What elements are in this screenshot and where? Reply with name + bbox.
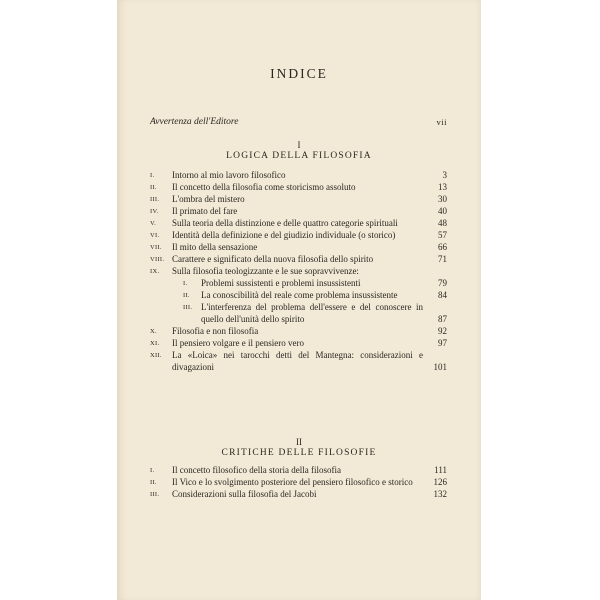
entry-page: 66 (438, 242, 447, 252)
toc-entry (117, 241, 481, 253)
toc-entry (117, 464, 481, 476)
entry-page: 13 (438, 182, 447, 192)
entry-number: III. (183, 304, 193, 311)
entry-title: Intorno al mio lavoro filosofico (172, 170, 286, 180)
entry-number: III. (150, 196, 160, 203)
toc-entry (117, 337, 481, 349)
entry-page: 71 (438, 254, 447, 264)
entry-page: 87 (438, 314, 447, 324)
entry-page: 48 (438, 218, 447, 228)
entry-page: 111 (434, 465, 447, 475)
entry-number: VI. (150, 232, 160, 239)
avvertenza-page: vii (436, 117, 447, 127)
section-title: CRITICHE DELLE FILOSOFIE (221, 448, 377, 458)
entry-number: II. (150, 184, 157, 191)
entry-number: XI. (150, 340, 160, 347)
entry-number: II. (150, 479, 157, 486)
entry-title: Sulla filosofia teologizzante e le sue sopravvivenze: (172, 266, 359, 276)
entry-number: VIII. (150, 256, 165, 263)
entry-page: 126 (433, 477, 447, 487)
entry-title: Il pensiero volgare e il pensiero vero (172, 338, 304, 348)
toc-entry (117, 193, 481, 205)
entry-number: III. (150, 491, 160, 498)
toc-entry (117, 488, 481, 500)
entry-title: L'interferenza del problema dell'essere e del conoscere in quello dell'unità dello spirito (201, 302, 423, 324)
entry-number: VII. (150, 244, 162, 251)
entry-number: IV. (150, 208, 159, 215)
toc-entry (117, 265, 481, 277)
toc-entry (117, 349, 481, 373)
entry-title: Il primato del fare (172, 206, 238, 216)
entry-page: 92 (438, 326, 447, 336)
entry-title: L'ombra del mistero (172, 194, 245, 204)
entry-title: La conoscibilità del reale come problema insussistente (201, 290, 398, 300)
toc-subentry (117, 301, 481, 325)
entry-title: Problemi sussistenti e problemi insussistenti (201, 278, 361, 288)
section-numeral: II (296, 437, 302, 447)
entry-page: 101 (433, 362, 447, 372)
avvertenza-label: Avvertenza dell'Editore (150, 117, 239, 127)
book-page (117, 0, 481, 600)
entry-number: X. (150, 328, 157, 335)
entry-page: 84 (438, 290, 447, 300)
entry-title: Il mito della sensazione (172, 242, 258, 252)
toc-entry (117, 476, 481, 488)
entry-title: Carattere e significato della nuova filosofia dello spirito (172, 254, 374, 264)
entry-page: 3 (442, 170, 447, 180)
entry-title: Il Vico e lo svolgimento posteriore del pensiero filosofico e storico (172, 477, 413, 487)
toc-entry (117, 229, 481, 241)
entry-page: 40 (438, 206, 447, 216)
entry-title: Il concetto della filosofia come storicismo assoluto (172, 182, 356, 192)
entry-page: 79 (438, 278, 447, 288)
entry-page: 57 (438, 230, 447, 240)
entry-number: I. (150, 172, 155, 179)
entry-title: Considerazioni sulla filosofia del Jacobi (172, 489, 317, 499)
entry-number: I. (183, 280, 188, 287)
entry-page: 132 (433, 489, 447, 499)
toc-entry (117, 205, 481, 217)
entry-title: Il concetto filosofico della storia della filosofia (172, 465, 341, 475)
entry-title: La «Loica» nei tarocchi detti del Mantegna: considerazioni e divagazioni (172, 350, 423, 372)
section-entries (117, 464, 481, 500)
entry-title: Identità della definizione e del giudizio individuale (o storico) (172, 230, 396, 240)
entry-number: IX. (150, 268, 160, 275)
section-title: LOGICA DELLA FILOSOFIA (226, 151, 372, 161)
toc-entry (117, 181, 481, 193)
page-title: INDICE (270, 66, 328, 81)
entry-page: 97 (438, 338, 447, 348)
toc-entry (117, 253, 481, 265)
entry-number: XII. (150, 352, 162, 359)
section-numeral: I (297, 140, 301, 150)
entry-title: Filosofia e non filosofia (172, 326, 259, 336)
entry-number: II. (183, 292, 190, 299)
entry-number: V. (150, 220, 157, 227)
toc-subentry (117, 289, 481, 301)
toc-entry (117, 217, 481, 229)
entry-page: 30 (438, 194, 447, 204)
toc-entry (117, 325, 481, 337)
toc-entry (117, 169, 481, 181)
toc-subentry (117, 277, 481, 289)
entry-number: I. (150, 467, 155, 474)
section-entries (117, 169, 481, 373)
entry-title: Sulla teoria della distinzione e delle quattro categorie spirituali (172, 218, 398, 228)
